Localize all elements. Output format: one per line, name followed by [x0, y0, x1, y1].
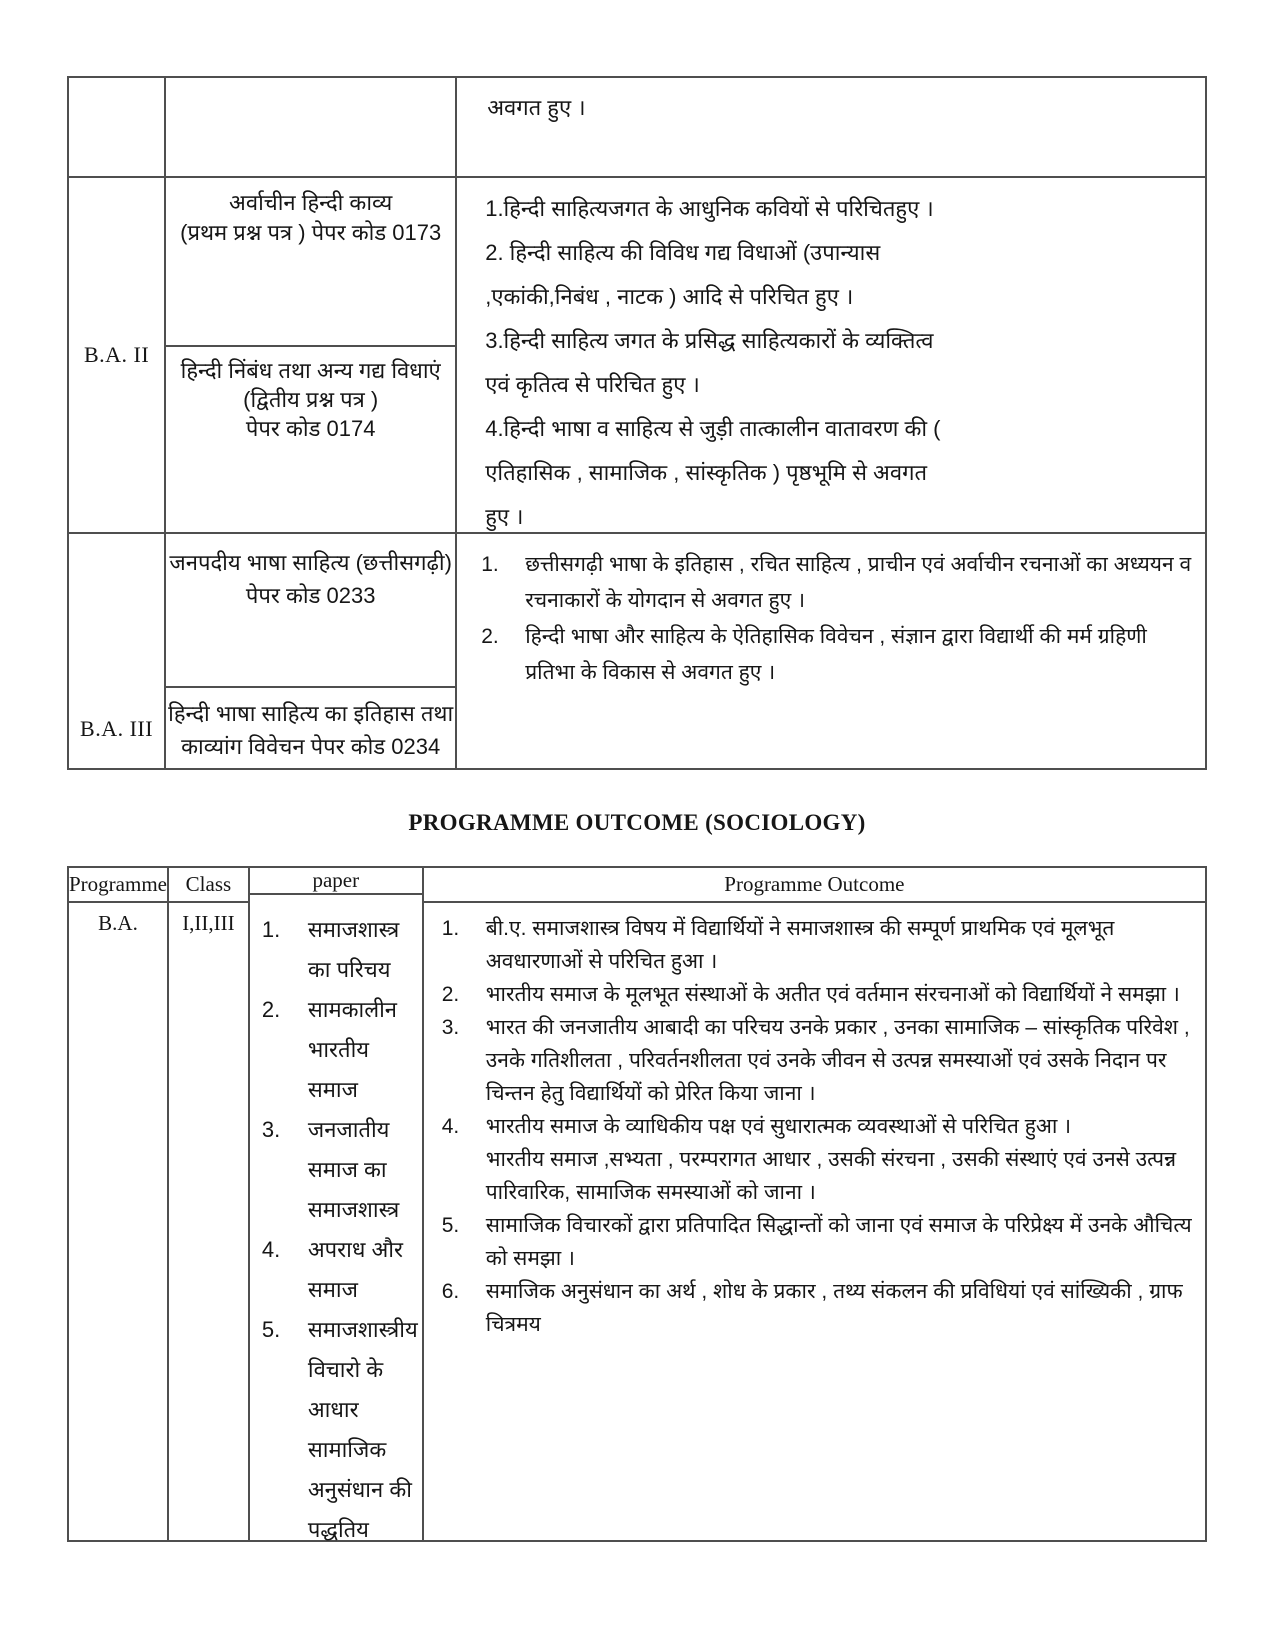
- paper-item-number: 3.: [261, 1117, 281, 1142]
- paper-line: पेपर कोड 0174: [245, 416, 376, 441]
- class-cell-empty: [69, 78, 164, 178]
- outcome-item-number: 2.: [481, 625, 499, 648]
- outcome-item: [442, 1275, 1201, 1341]
- class-column: [69, 78, 166, 768]
- paper-column: [166, 78, 457, 768]
- outcome-item-text: बी.ए. समाजशास्त्र विषय में विद्यार्थियों ने समाजशास्त्र की सम्पूर्ण प्राथमिक एवं मूलभूत अवधारणाओं से परिचित हुआ ।: [485, 917, 1115, 973]
- outcome-cell-ba2: [457, 178, 1205, 534]
- section-heading: PROGRAMME OUTCOME (SOCIOLOGY): [408, 810, 866, 835]
- outcome-line: 2. हिन्दी साहित्य की विविध गद्य विधाओं (उपान्यास: [485, 240, 881, 265]
- outcome-item-number: 3.: [441, 1016, 460, 1039]
- outcome-column: [457, 78, 1205, 768]
- header-class: Class: [169, 868, 248, 903]
- paper-cell-0233: [166, 534, 455, 688]
- outcome-cell-continuation: अवगत हुए ।: [457, 78, 1205, 178]
- paper-item-number: 2.: [261, 997, 281, 1022]
- outcome-list: [424, 903, 1205, 1540]
- outcome-item-number: 5.: [441, 1214, 460, 1237]
- paper-line: हिन्दी भाषा साहित्य का इतिहास तथा: [168, 701, 454, 726]
- paper-item: [262, 990, 418, 1110]
- outcome-line: एतिहासिक , सामाजिक , सांस्कृतिक ) पृष्ठभूमि से अवगत: [485, 460, 928, 485]
- paper-line: (प्रथम प्रश्न पत्र ) पेपर कोड 0173: [180, 220, 442, 245]
- outcome-item-text: सामाजिक विचारकों द्वारा प्रतिपादित सिद्धान्तों को जाना एवं समाज के परिप्रेक्ष्य में उनके औचित्य को समझा ।: [485, 1214, 1192, 1270]
- paper-line: काव्यांग विवेचन पेपर कोड 0234: [181, 734, 441, 759]
- outcome-cell-ba3: [457, 534, 1205, 768]
- paper-column-sociology: [250, 868, 424, 1540]
- outcome-line: हुए ।: [485, 504, 524, 529]
- paper-cell-0234: [166, 688, 455, 768]
- outcome-item-text: समाजिक अनुसंधान का अर्थ , शोध के प्रकार , तथ्य संकलन की प्रविधियां एवं सांख्यिकी , ग्राफ चित्रमय: [485, 1280, 1183, 1336]
- outcome-line: 3.हिन्दी साहित्य जगत के प्रसिद्ध साहित्यकारों के व्यक्तित्व: [485, 328, 934, 353]
- outcome-item-text: छत्तीसगढ़ी भाषा के इतिहास , रचित साहित्य , प्राचीन एवं अर्वाचीन रचनाओं का अध्ययन व रचनाकारों के योगदान से अवगत हुए ।: [525, 553, 1192, 612]
- sociology-table: [67, 866, 1207, 1542]
- outcome-item: [481, 547, 1195, 619]
- class-column-sociology: [169, 868, 250, 1540]
- outcome-item: [481, 619, 1195, 691]
- outcome-item-number: 6.: [441, 1280, 460, 1303]
- paper-item-text: अपराध और समाज: [307, 1237, 404, 1302]
- programme-value: B.A.: [98, 911, 138, 935]
- outcome-item: [442, 1143, 1201, 1209]
- paper-item-text: समाजशास्त्रीय विचारो के आधार सामाजिक अनुसंधान की पद्धतिय: [307, 1317, 418, 1542]
- outcome-line: 1.हिन्दी साहित्यजगत के आधुनिक कवियों से परिचितहुए ।: [485, 196, 934, 221]
- paper-item-number: 1.: [261, 917, 281, 942]
- hindi-course-table: [67, 76, 1207, 770]
- outcome-item: [442, 978, 1201, 1011]
- outcome-item: [442, 1011, 1201, 1110]
- outcome-item-number: 1.: [481, 553, 499, 576]
- paper-line: अर्वाचीन हिन्दी काव्य: [229, 190, 393, 215]
- header-programme: Programme: [69, 868, 167, 903]
- outcome-item-text: हिन्दी भाषा और साहित्य के ऐतिहासिक विवेचन , संज्ञान द्वारा विद्यार्थी की मर्म ग्रहिणी प्रतिभा के विकास से अवगत हुए ।: [525, 625, 1147, 684]
- outcome-item: [442, 1110, 1201, 1143]
- header-paper: paper: [250, 868, 422, 895]
- outcome-item-number: 2.: [441, 983, 460, 1006]
- paper-cell-0173: [166, 178, 455, 347]
- paper-item-text: समाजशास्त्र का परिचय: [307, 917, 400, 982]
- outcome-item-text: भारत की जनजातीय आबादी का परिचय उनके प्रकार , उनका सामाजिक – सांस्कृतिक परिवेश , उनके गतिशीलता , परिवर्तनशीलता एवं उनके जीवन से उत्पन्न समस्याओं एवं उसके निदान पर चिन्तन हेतु विद्यार्थियों को प्रेरित किया जाना ।: [485, 1016, 1190, 1105]
- outcome-item-number: 1.: [441, 917, 460, 940]
- outcome-item-text: भारतीय समाज ,सभ्यता , परम्परागत आधार , उसकी संरचना , उसकी संस्थाएं एवं उनसे उत्पन्न पारिवारिक, सामाजिक समस्याओं को जाना ।: [485, 1148, 1177, 1204]
- paper-item-text: सामकालीन भारतीय समाज: [307, 997, 398, 1102]
- class-cell-ba3: B.A. III: [80, 716, 154, 741]
- paper-item-text: जनजातीय समाज का समाजशास्त्र: [307, 1117, 400, 1222]
- paper-item-number: 5.: [261, 1317, 281, 1342]
- paper-list: [250, 895, 422, 1550]
- class-cell-ba2: B.A. II: [69, 178, 164, 534]
- programme-column: [69, 868, 169, 1540]
- paper-cell-0174: [166, 347, 455, 534]
- header-programme-outcome: Programme Outcome: [424, 868, 1205, 903]
- outcome-item: [442, 1209, 1201, 1275]
- outcome-column-sociology: [424, 868, 1205, 1540]
- outcome-item-text: भारतीय समाज के मूलभूत संस्थाओं के अतीत एवं वर्तमान संरचनाओं को विद्यार्थियों ने समझा ।: [485, 983, 1180, 1006]
- outcome-item-text: भारतीय समाज के व्याधिकीय पक्ष एवं सुधारात्मक व्यवस्थाओं से परिचित हुआ ।: [485, 1115, 1072, 1138]
- outcome-line: ,एकांकी,निबंध , नाटक ) आदि से परिचित हुए ।: [485, 284, 854, 309]
- outcome-item-number: 4.: [441, 1115, 460, 1138]
- outcome-line: 4.हिन्दी भाषा व साहित्य से जुड़ी तात्कालीन वातावरण की (: [485, 416, 941, 441]
- paper-cell-empty: [166, 78, 455, 178]
- paper-line: पेपर कोड 0233: [245, 583, 376, 608]
- paper-item: [262, 1310, 418, 1550]
- paper-line: (द्वितीय प्रश्न पत्र ): [243, 387, 379, 412]
- paper-item: [262, 1110, 418, 1230]
- paper-line: हिन्दी निंबंध तथा अन्य गद्य विधाएं: [180, 358, 441, 383]
- outcome-line: एवं कृतित्व से परिचित हुए ।: [485, 372, 700, 397]
- paper-item: [262, 910, 418, 990]
- paper-line: जनपदीय भाषा साहित्य (छत्तीसगढ़ी): [169, 550, 452, 575]
- paper-item: [262, 1230, 418, 1310]
- class-value: I,II,III: [182, 911, 235, 935]
- paper-item-number: 4.: [261, 1237, 281, 1262]
- outcome-item: [442, 912, 1201, 978]
